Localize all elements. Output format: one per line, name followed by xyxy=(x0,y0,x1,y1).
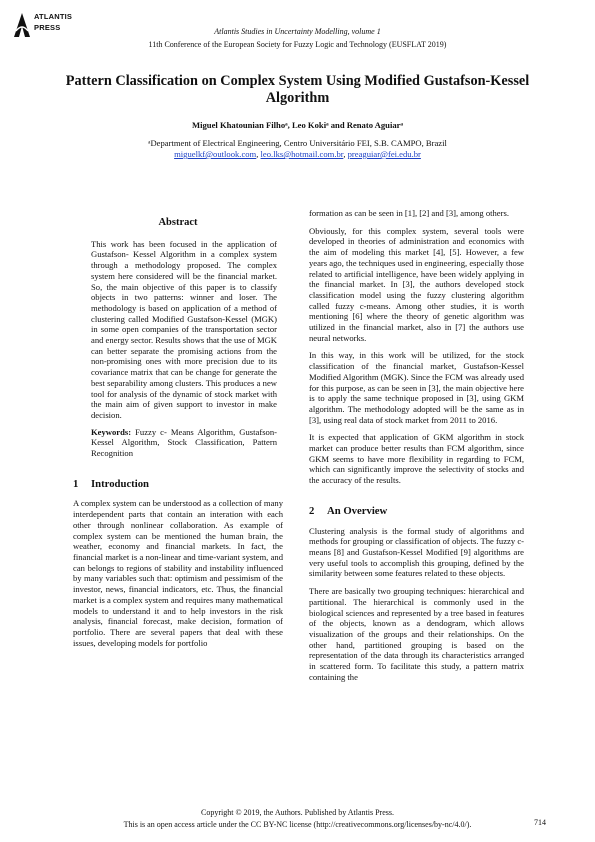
section-number: 2 xyxy=(309,504,315,517)
body-paragraph: It is expected that application of GKM algorithm in stock market can produce better results than FCM algorithm, since GKM seems to have more flexibility in regarding to FCM, which can significantly improve the selectivity of stocks and the accuracy of the results. xyxy=(309,432,524,486)
page-number: 714 xyxy=(534,818,546,827)
left-column xyxy=(73,208,283,655)
affiliation: ᵃDepartment of Electrical Engineering, Centro Universitário FEI, S.B. CAMPO, Brazil xyxy=(148,138,447,148)
author-list: Miguel Khatounian Filhoᵃ, Leo Kokiᵃ and Renato Aguiarᵃ xyxy=(192,120,403,130)
body-paragraph: Obviously, for this complex system, several tools were developed in theories of administration and economics with the aim of modeling this market [4], [5]. However, a few years ago, the techniques used in engineering, especially those related to artificial intelligence, have been widely applying in the financial market. In [3], the authors developed stock classification model using the fuzzy clustering algorithm called fuzzy c-means. Among other studies, it is worth mentioning [6] where the theory of genetic algorithm was utilized in the financial market, also in [7] the authors use neural networks. xyxy=(309,225,524,343)
keywords-label: Keywords: xyxy=(91,426,132,437)
keywords xyxy=(91,427,277,459)
author-emails xyxy=(0,149,595,160)
introduction-paragraph: A complex system can be understood as a collection of many interdependent parts that contain an interation with each other through nonlinear collaboration. As example of complex system can be mentioned the human brain, the weather, economy and financial markets. In fact, the financial market is a non-linear and time-variant system, and can belongs to regions of stability and instability influenced by many variables such that: optimism and pessimism of the investor, news, financial indicators, etc. Thus, the financial market is a complex system and requires many mathematical models to understand it and to help investors in the risk analysis, financial forecast, make decision, formation of portfolio. There are several papers that deal with these issues, developing models for portfolio xyxy=(73,498,284,648)
publisher-name-line2: PRESS xyxy=(34,23,61,32)
affiliation-block xyxy=(0,138,595,160)
abstract-block xyxy=(73,239,283,459)
copyright-line: Copyright © 2019, the Authors. Published by Atlantis Press. xyxy=(201,808,394,817)
section-heading-introduction xyxy=(73,479,283,490)
section-title: An Overview xyxy=(327,504,388,517)
overview-paragraph: There are basically two grouping techniques: hierarchical and partitional. The hierarchical is commonly used in the biological sciences and represented by a tree based in features of the objects, known as a dendogram, which allows visualization of the groups and their relationships. On the other hand, partitioned grouping is based on the representation of the data through its characteristics arranged in scattered form. To facilitate this study, a pattern matrix containing the xyxy=(309,586,524,682)
abstract-text: This work has been focused in the application of Gustafson- Kessel Algorithm in a complex system through a methodology proposed. The complex system here considered will be the financial market. So, the main objective of this paper is to classify objects in two patterns: winner and loser. The methodology is based on application of a method of clustering called Modified Gustafson-Kessel (MGK) in some open companies of the transportation sector and energy sector. Results shows that the use of MGK can better separate the promising actions from the non-promising ones with more precision due to its covariance matrix that can be change for generate the best separability among clusters. This produces a new tool for analysis of the dynamic of stock market with the main aim of given support to investor in make decision. xyxy=(91,238,278,420)
section-title: Introduction xyxy=(91,477,150,490)
email-separator: , xyxy=(343,149,348,159)
keywords-text: Fuzzy c- Means Algorithm, Gustafson- Kessel Algorithm, Stock Classification, Pattern Recognition xyxy=(91,426,278,459)
running-head-conference: 11th Conference of the European Society for Fuzzy Logic and Technology (EUSFLAT 2019) xyxy=(148,40,447,49)
email-separator: , xyxy=(256,149,261,159)
email-link[interactable]: preaguiar@fei.edu.br xyxy=(347,149,421,159)
email-link[interactable]: miguelkf@outlook.com xyxy=(174,149,257,159)
section-heading-overview xyxy=(309,506,524,517)
publisher-name-line1: ATLANTIS xyxy=(34,12,73,21)
body-paragraph: In this way, in this work will be utilized, for the stock classification of the financial market, Gustafson-Kessel Modified Algorithm (MGK). Since the FCM was already used for this purpose, as can be seen in [3], the main objective here is to apply the same technique proposed in [3], using GKM algorithm. The methodology adopted will be the same as in [3], using real data of stock market from 2011 to 2016. xyxy=(309,350,524,425)
abstract-heading: Abstract xyxy=(158,217,198,228)
email-link[interactable]: leo.lks@hotmail.com.br xyxy=(260,149,344,159)
body-paragraph: formation as can be seen in [1], [2] and [3], among others. xyxy=(309,208,509,218)
license-line: This is an open access article under the CC BY-NC license (http://creativecommons.org/licenses/by-nc/4.0/). xyxy=(123,820,472,829)
running-head-journal: Atlantis Studies in Uncertainty Modelling, volume 1 xyxy=(214,27,381,36)
atlantis-press-logo xyxy=(14,9,84,43)
section-number: 1 xyxy=(73,477,79,490)
right-column xyxy=(309,208,524,689)
overview-paragraph: Clustering analysis is the formal study of algorithms and methods for grouping or classification of objects. The fuzzy c-means [8] and Gustafson-Kessel Modified [9] algorithms are very useful tools to accomplish this grouping, defined by the similarity between some features related to these objects. xyxy=(309,525,524,579)
paper-title: Pattern Classification on Complex System Using Modified Gustafson-Kessel Algorithm xyxy=(65,73,530,106)
